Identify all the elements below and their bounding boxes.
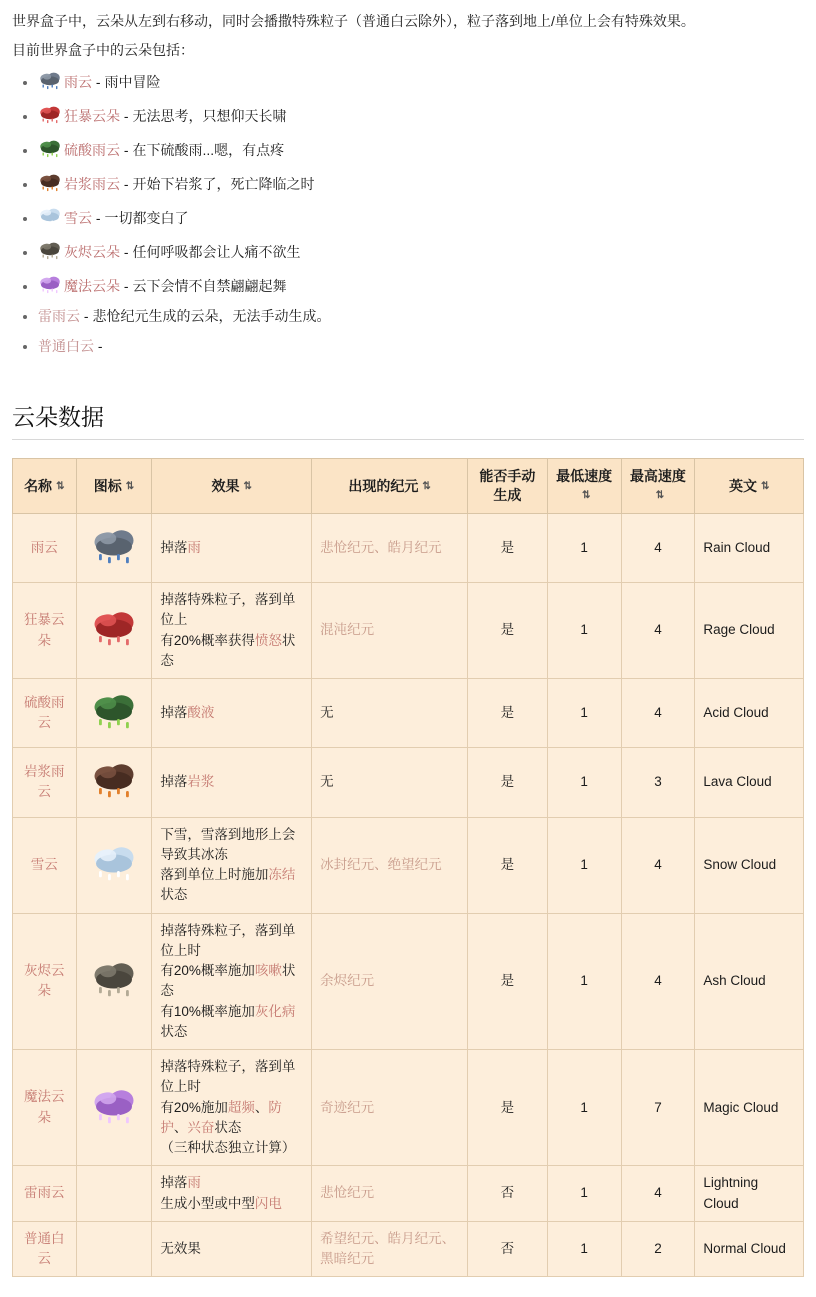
cell-english-name: Rain Cloud <box>695 513 804 582</box>
cell-effect <box>152 1050 312 1166</box>
list-item <box>38 68 804 93</box>
column-header-label: 英文 <box>728 477 757 494</box>
effect-text: 状态 <box>160 1023 188 1039</box>
cloud-name-link[interactable]: 雨云 <box>30 539 58 555</box>
cell-eras <box>312 1050 468 1166</box>
cloud-name-link[interactable]: 雪云 <box>30 856 58 872</box>
era-link[interactable]: 冰封纪元、绝望纪元 <box>320 856 442 872</box>
cloud-link[interactable]: 雨云 <box>64 74 92 91</box>
cell-min-speed: 1 <box>547 1221 621 1277</box>
effect-text: 、 <box>173 1119 188 1135</box>
effect-text: 有20%概率获得 <box>160 632 255 648</box>
list-item-separator: - <box>92 74 105 91</box>
rain-cloud-icon <box>38 68 62 92</box>
lava-cloud-icon <box>90 755 138 803</box>
table-row <box>13 1166 804 1222</box>
table-row <box>13 1221 804 1277</box>
ash-cloud-icon <box>38 238 62 262</box>
sort-arrows-icon[interactable]: ⇅ <box>581 490 591 502</box>
sort-arrows-icon[interactable]: ⇅ <box>56 480 65 492</box>
list-item-separator: - <box>92 210 105 227</box>
cloud-link[interactable]: 灰烬云朵 <box>64 244 120 261</box>
cell-cloud-name <box>13 748 77 817</box>
effect-link[interactable]: 愤怒 <box>254 632 282 648</box>
effect-link[interactable]: 防护 <box>160 1099 282 1135</box>
column-header-label: 最低速度 <box>556 468 613 485</box>
list-item <box>38 170 804 195</box>
effect-text: 状态 <box>160 887 188 903</box>
effect-link[interactable]: 超频 <box>227 1099 255 1115</box>
era-link[interactable]: 悲怆纪元 <box>320 1185 375 1201</box>
effect-text: 掉落 <box>160 1175 188 1191</box>
list-item-separator: - <box>120 108 133 125</box>
column-header-label: 效果 <box>211 477 240 494</box>
sort-arrows-icon[interactable]: ⇅ <box>760 480 770 492</box>
cloud-link[interactable]: 魔法云朵 <box>64 278 120 295</box>
effect-text: 状态 <box>214 1119 242 1135</box>
cell-cloud-name <box>13 913 77 1050</box>
list-item <box>38 336 804 357</box>
cell-max-speed: 4 <box>621 1166 695 1222</box>
cloud-link[interactable]: 雷雨云 <box>38 308 80 325</box>
magic-cloud-icon <box>38 272 62 296</box>
cell-english-name: Ash Cloud <box>695 913 804 1050</box>
era-link[interactable]: 混沌纪元 <box>320 622 375 638</box>
cell-max-speed: 4 <box>621 817 695 913</box>
cell-eras <box>312 583 468 679</box>
cell-english-name: Magic Cloud <box>695 1050 804 1166</box>
cell-max-speed: 4 <box>621 513 695 582</box>
table-header-row <box>13 459 804 514</box>
table-column-header[interactable] <box>13 459 77 514</box>
list-item-separator: - <box>120 176 133 193</box>
table-column-header[interactable] <box>621 459 695 514</box>
cell-max-speed: 7 <box>621 1050 695 1166</box>
ash-cloud-icon <box>90 954 138 1002</box>
cell-effect <box>152 1166 312 1222</box>
list-item-separator: - <box>120 142 133 159</box>
cell-cloud-name <box>13 817 77 913</box>
cell-min-speed: 1 <box>547 583 621 679</box>
effect-link[interactable]: 咳嗽 <box>254 963 282 979</box>
cell-max-speed: 3 <box>621 748 695 817</box>
cell-min-speed: 1 <box>547 913 621 1050</box>
cell-eras: 无 <box>312 679 468 748</box>
list-item <box>38 238 804 263</box>
effect-text: 掉落 <box>160 705 188 721</box>
cell-min-speed: 1 <box>547 1050 621 1166</box>
cell-cloud-icon <box>76 583 152 679</box>
cell-min-speed: 1 <box>547 679 621 748</box>
cloud-name-link[interactable]: 普通白云 <box>24 1230 65 1267</box>
cell-cloud-name <box>13 513 77 582</box>
cloud-list <box>12 68 804 357</box>
list-item-description: 雨中冒险 <box>104 74 161 91</box>
list-item-description: 无法思考，只想仰天长啸 <box>132 108 287 125</box>
snow-cloud-icon <box>38 204 62 228</box>
cell-effect <box>152 748 312 817</box>
cloud-link[interactable]: 岩浆雨云 <box>64 176 120 193</box>
cell-english-name: Rage Cloud <box>695 583 804 679</box>
effect-link[interactable]: 冻结 <box>268 867 296 883</box>
cell-eras <box>312 913 468 1050</box>
intro-paragraph-1: 世界盒子中，云朵从左到右移动，同时会播撒特殊粒子（普通白云除外），粒子落到地上/单位上会有特殊效果。 <box>12 13 695 29</box>
table-column-header[interactable] <box>547 459 621 514</box>
lava-cloud-icon <box>38 170 62 194</box>
effect-text: 下雪，雪落到地形上会导致其冰冻 <box>160 826 296 862</box>
effect-link[interactable]: 闪电 <box>254 1195 282 1211</box>
cell-cloud-name <box>13 1050 77 1166</box>
column-header-label: 出现的纪元 <box>348 477 419 494</box>
intro-paragraph-2: 目前世界盒子中的云朵包括： <box>12 42 194 59</box>
table-row <box>13 583 804 679</box>
cloud-link[interactable]: 普通白云 <box>38 338 94 355</box>
effect-text: 掉落 <box>160 774 188 790</box>
list-item-description: 云下会情不自禁翩翩起舞 <box>132 278 287 295</box>
cell-cloud-icon <box>76 679 152 748</box>
cell-english-name: Acid Cloud <box>695 679 804 748</box>
era-link[interactable]: 奇迹纪元 <box>320 1099 375 1115</box>
list-item-separator: - <box>120 278 133 295</box>
rage-cloud-icon <box>38 102 62 126</box>
snow-cloud-icon <box>90 838 138 886</box>
effect-text: 掉落 <box>160 539 188 555</box>
cloud-link[interactable]: 狂暴云朵 <box>64 108 120 125</box>
effect-link[interactable]: 酸液 <box>187 705 215 721</box>
effect-text: 有10%概率施加 <box>160 1003 255 1019</box>
cell-eras <box>312 1221 468 1277</box>
cloud-name-link[interactable]: 雷雨云 <box>24 1185 65 1201</box>
table-row <box>13 913 804 1050</box>
cell-english-name: Lava Cloud <box>695 748 804 817</box>
cloud-name-link[interactable]: 狂暴云朵 <box>24 612 65 648</box>
effect-link[interactable]: 兴奋 <box>187 1119 215 1135</box>
list-item-separator: - <box>120 244 133 261</box>
sort-arrows-icon[interactable]: ⇅ <box>125 480 135 492</box>
cell-cloud-icon <box>76 1166 152 1222</box>
cell-cloud-icon <box>76 513 152 582</box>
acid-cloud-icon <box>90 686 138 734</box>
table-column-header <box>467 459 547 514</box>
table-header <box>13 459 804 514</box>
sort-arrows-icon[interactable]: ⇅ <box>422 480 431 492</box>
cell-eras <box>312 1166 468 1222</box>
column-header-label: 名称 <box>24 477 53 494</box>
cell-english-name: Normal Cloud <box>695 1221 804 1277</box>
cell-manual-spawn: 是 <box>467 748 547 817</box>
effect-text: 有20%概率施加 <box>160 963 255 979</box>
list-item-separator: - <box>80 308 93 325</box>
effect-link[interactable]: 雨 <box>187 1175 201 1191</box>
table-row <box>13 748 804 817</box>
table-row <box>13 817 804 913</box>
cell-eras <box>312 513 468 582</box>
table-body <box>13 513 804 1277</box>
cloud-name-link[interactable]: 魔法云朵 <box>24 1089 65 1125</box>
cell-min-speed: 1 <box>547 817 621 913</box>
page-title: 云朵数据 <box>12 403 804 440</box>
effect-link[interactable]: 雨 <box>187 539 201 555</box>
effect-text: 无效果 <box>160 1240 201 1256</box>
cell-cloud-name <box>13 1221 77 1277</box>
list-item-description: 一切都变白了 <box>104 210 189 227</box>
cell-manual-spawn: 是 <box>467 1050 547 1166</box>
cell-manual-spawn: 是 <box>467 583 547 679</box>
cloud-data-table <box>12 458 804 1277</box>
cell-manual-spawn: 是 <box>467 913 547 1050</box>
effect-text: 状态 <box>160 963 296 999</box>
column-header-label: 能否手动生成 <box>479 468 536 503</box>
cell-effect <box>152 817 312 913</box>
cell-min-speed: 1 <box>547 513 621 582</box>
cell-effect <box>152 1221 312 1277</box>
acid-cloud-icon <box>38 136 62 160</box>
effect-text: 、 <box>254 1099 269 1115</box>
cloud-name-link[interactable]: 灰烬云朵 <box>24 963 65 999</box>
list-item-description: 任何呼吸都会让人痛不欲生 <box>132 244 301 261</box>
cell-cloud-name <box>13 583 77 679</box>
effect-link[interactable]: 岩浆 <box>187 774 215 790</box>
list-item <box>38 306 804 327</box>
table-column-header[interactable] <box>695 459 804 514</box>
table-column-header[interactable] <box>312 459 468 514</box>
rage-cloud-icon <box>90 603 138 651</box>
effect-text: 掉落特殊粒子，落到单位上时 <box>160 922 296 958</box>
sort-arrows-icon[interactable]: ⇅ <box>655 490 665 502</box>
cloud-link[interactable]: 雪云 <box>64 210 92 227</box>
cell-effect <box>152 679 312 748</box>
sort-arrows-icon[interactable]: ⇅ <box>243 480 252 492</box>
cell-cloud-icon <box>76 817 152 913</box>
list-item <box>38 102 804 127</box>
effect-text: 生成小型或中型 <box>160 1195 255 1211</box>
cell-max-speed: 4 <box>621 583 695 679</box>
cell-min-speed: 1 <box>547 748 621 817</box>
cell-english-name: Snow Cloud <box>695 817 804 913</box>
table-column-header[interactable] <box>152 459 312 514</box>
rain-cloud-icon <box>90 521 138 569</box>
cell-effect <box>152 913 312 1050</box>
effect-link[interactable]: 灰化病 <box>254 1003 296 1019</box>
table-column-header[interactable] <box>76 459 152 514</box>
cell-manual-spawn: 否 <box>467 1221 547 1277</box>
cell-max-speed: 2 <box>621 1221 695 1277</box>
list-item-description: 在下硫酸雨...嗯，有点疼 <box>132 142 285 159</box>
era-link[interactable]: 悲怆纪元、皓月纪元 <box>320 539 442 555</box>
effect-text: （三种状态独立计算） <box>160 1140 296 1156</box>
table-row <box>13 1050 804 1166</box>
effect-text: 有20%施加 <box>160 1099 228 1115</box>
cell-max-speed: 4 <box>621 679 695 748</box>
cell-cloud-name <box>13 1166 77 1222</box>
cell-cloud-icon <box>76 1221 152 1277</box>
table-row <box>13 679 804 748</box>
cell-max-speed: 4 <box>621 913 695 1050</box>
cloud-name-link[interactable]: 岩浆雨云 <box>24 764 65 800</box>
cloud-name-link[interactable]: 硫酸雨云 <box>24 694 65 731</box>
table-row <box>13 513 804 582</box>
list-item-separator: - <box>94 338 103 355</box>
list-item-description: 开始下岩浆了，死亡降临之时 <box>132 176 315 193</box>
cloud-link[interactable]: 硫酸雨云 <box>64 142 120 159</box>
cell-cloud-icon <box>76 1050 152 1166</box>
list-item <box>38 272 804 297</box>
effect-text: 掉落特殊粒子，落到单位上 <box>160 592 296 628</box>
cell-cloud-icon <box>76 748 152 817</box>
effect-text: 状态 <box>160 632 296 668</box>
list-item <box>38 136 804 161</box>
cell-manual-spawn: 是 <box>467 513 547 582</box>
column-header-label: 图标 <box>93 477 122 494</box>
cell-cloud-name <box>13 679 77 748</box>
effect-text: 落到单位上时施加 <box>160 867 269 883</box>
cell-manual-spawn: 是 <box>467 817 547 913</box>
column-header-label: 最高速度 <box>629 468 686 485</box>
cell-eras <box>312 817 468 913</box>
effect-text: 掉落特殊粒子，落到单位上时 <box>160 1059 296 1095</box>
cell-english-name: Lightning Cloud <box>695 1166 804 1222</box>
list-item <box>38 204 804 229</box>
cell-min-speed: 1 <box>547 1166 621 1222</box>
cell-effect <box>152 513 312 582</box>
cell-effect <box>152 583 312 679</box>
era-link[interactable]: 余烬纪元 <box>320 973 375 989</box>
magic-cloud-icon <box>90 1081 138 1129</box>
cell-manual-spawn: 是 <box>467 679 547 748</box>
cell-cloud-icon <box>76 913 152 1050</box>
list-item-description: 悲怆纪元生成的云朵，无法手动生成。 <box>92 308 331 325</box>
era-link[interactable]: 希望纪元、皓月纪元、黑暗纪元 <box>320 1230 456 1267</box>
cell-manual-spawn: 否 <box>467 1166 547 1222</box>
cell-eras: 无 <box>312 748 468 817</box>
